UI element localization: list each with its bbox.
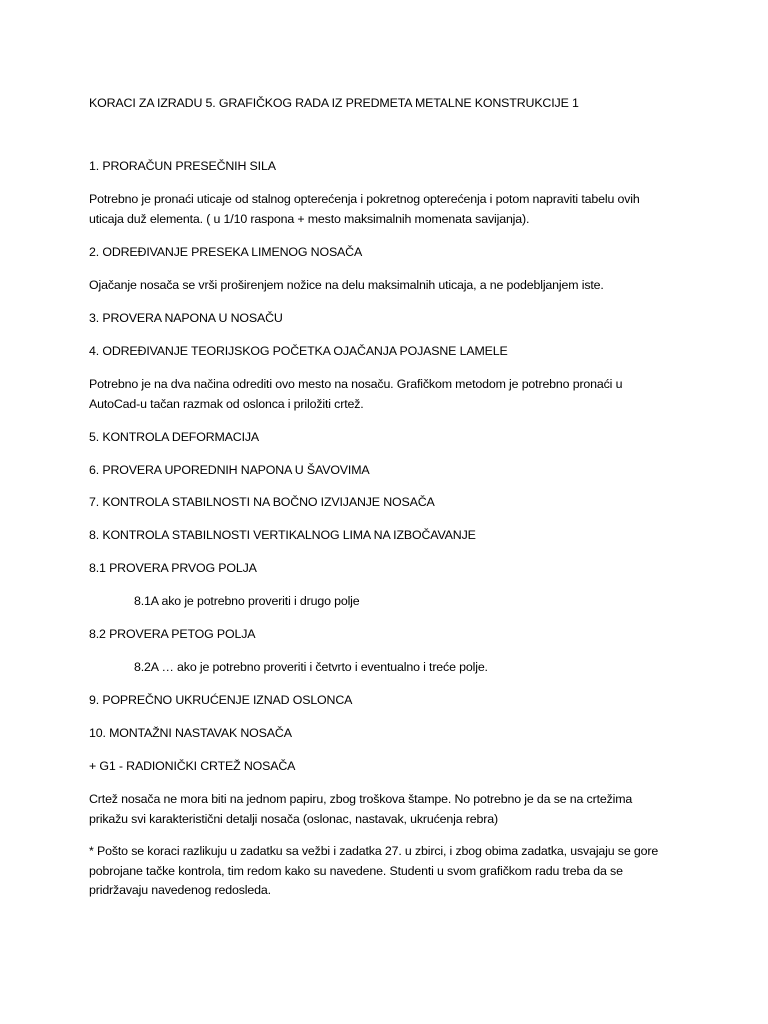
heading-2: 2. ODREĐIVANJE PRESEKA LIMENOG NOSAČA [89, 245, 363, 259]
heading-g1: + G1 - RADIONIČKI CRTEŽ NOSAČA [89, 759, 296, 773]
paragraph-line: pobrojane tačke kontrola, tim redom kako su navedene. Studenti u svom grafičkom radu treba da se [89, 863, 623, 878]
paragraph-line: Crtež nosača ne mora biti na jednom papiru, zbog troškova štampe. No potrebno je da se na crtežima [89, 792, 633, 806]
paragraph-1 [89, 190, 679, 229]
paragraph-line: pridržavaju navedenog redosleda. [89, 883, 271, 897]
paragraph-g1 [89, 790, 679, 829]
paragraph-note [89, 842, 679, 901]
heading-10: 10. MONTAŽNI NASTAVAK NOSAČA [89, 726, 292, 740]
paragraph-line: prikažu svi karakteristični detalji nosača (oslonac, nastavak, ukrućenja rebra) [89, 811, 498, 826]
paragraph-2: Ojačanje nosača se vrši proširenjem nožice na delu maksimalnih uticaja, a ne podebljanjem iste. [89, 278, 604, 292]
heading-5: 5. KONTROLA DEFORMACIJA [89, 430, 260, 444]
heading-8-1: 8.1 PROVERA PRVOG POLJA [89, 561, 257, 575]
paragraph-line: * Pošto se koraci razlikuju u zadatku sa vežbi i zadatka 27. u zbirci, i zbog obima zadatka, usvajaju se gore [89, 844, 659, 858]
heading-4: 4. ODREĐIVANJE TEORIJSKOG POČETKA OJAČANJA POJASNE LAMELE [89, 344, 508, 358]
heading-7: 7. KONTROLA STABILNOSTI NA BOČNO IZVIJANJE NOSAČA [89, 495, 435, 509]
subitem-8-1a: 8.1A ako je potrebno proveriti i drugo polje [134, 594, 360, 608]
heading-1: 1. PRORAČUN PRESEČNIH SILA [89, 159, 276, 173]
heading-9: 9. POPREČNO UKRUĆENJE IZNAD OSLONCA [89, 693, 353, 707]
paragraph-line: AutoCad-u tačan razmak od oslonca i priložiti crtež. [89, 396, 364, 411]
heading-8: 8. KONTROLA STABILNOSTI VERTIKALNOG LIMA NA IZBOČAVANJE [89, 528, 476, 542]
heading-8-2: 8.2 PROVERA PETOG POLJA [89, 627, 256, 641]
paragraph-4 [89, 375, 679, 414]
subitem-8-2a: 8.2A … ako je potrebno proveriti i četvrto i eventualno i treće polje. [134, 660, 488, 674]
paragraph-line: Potrebno je pronaći uticaje od stalnog opterećenja i pokretnog opterećenja i potom napraviti tabelu ovih [89, 192, 640, 206]
heading-6: 6. PROVERA UPOREDNIH NAPONA U ŠAVOVIMA [89, 463, 370, 477]
paragraph-line: uticaja duž elementa. ( u 1/10 raspona + mesto maksimalnih momenata savijanja). [89, 211, 530, 226]
paragraph-line: Potrebno je na dva načina odrediti ovo mesto na nosaču. Grafičkom metodom je potrebno pronaći u [89, 377, 623, 391]
heading-3: 3. PROVERA NAPONA U NOSAČU [89, 311, 283, 325]
document-title: KORACI ZA IZRADU 5. GRAFIČKOG RADA IZ PREDMETA METALNE KONSTRUKCIJE 1 [89, 96, 579, 110]
